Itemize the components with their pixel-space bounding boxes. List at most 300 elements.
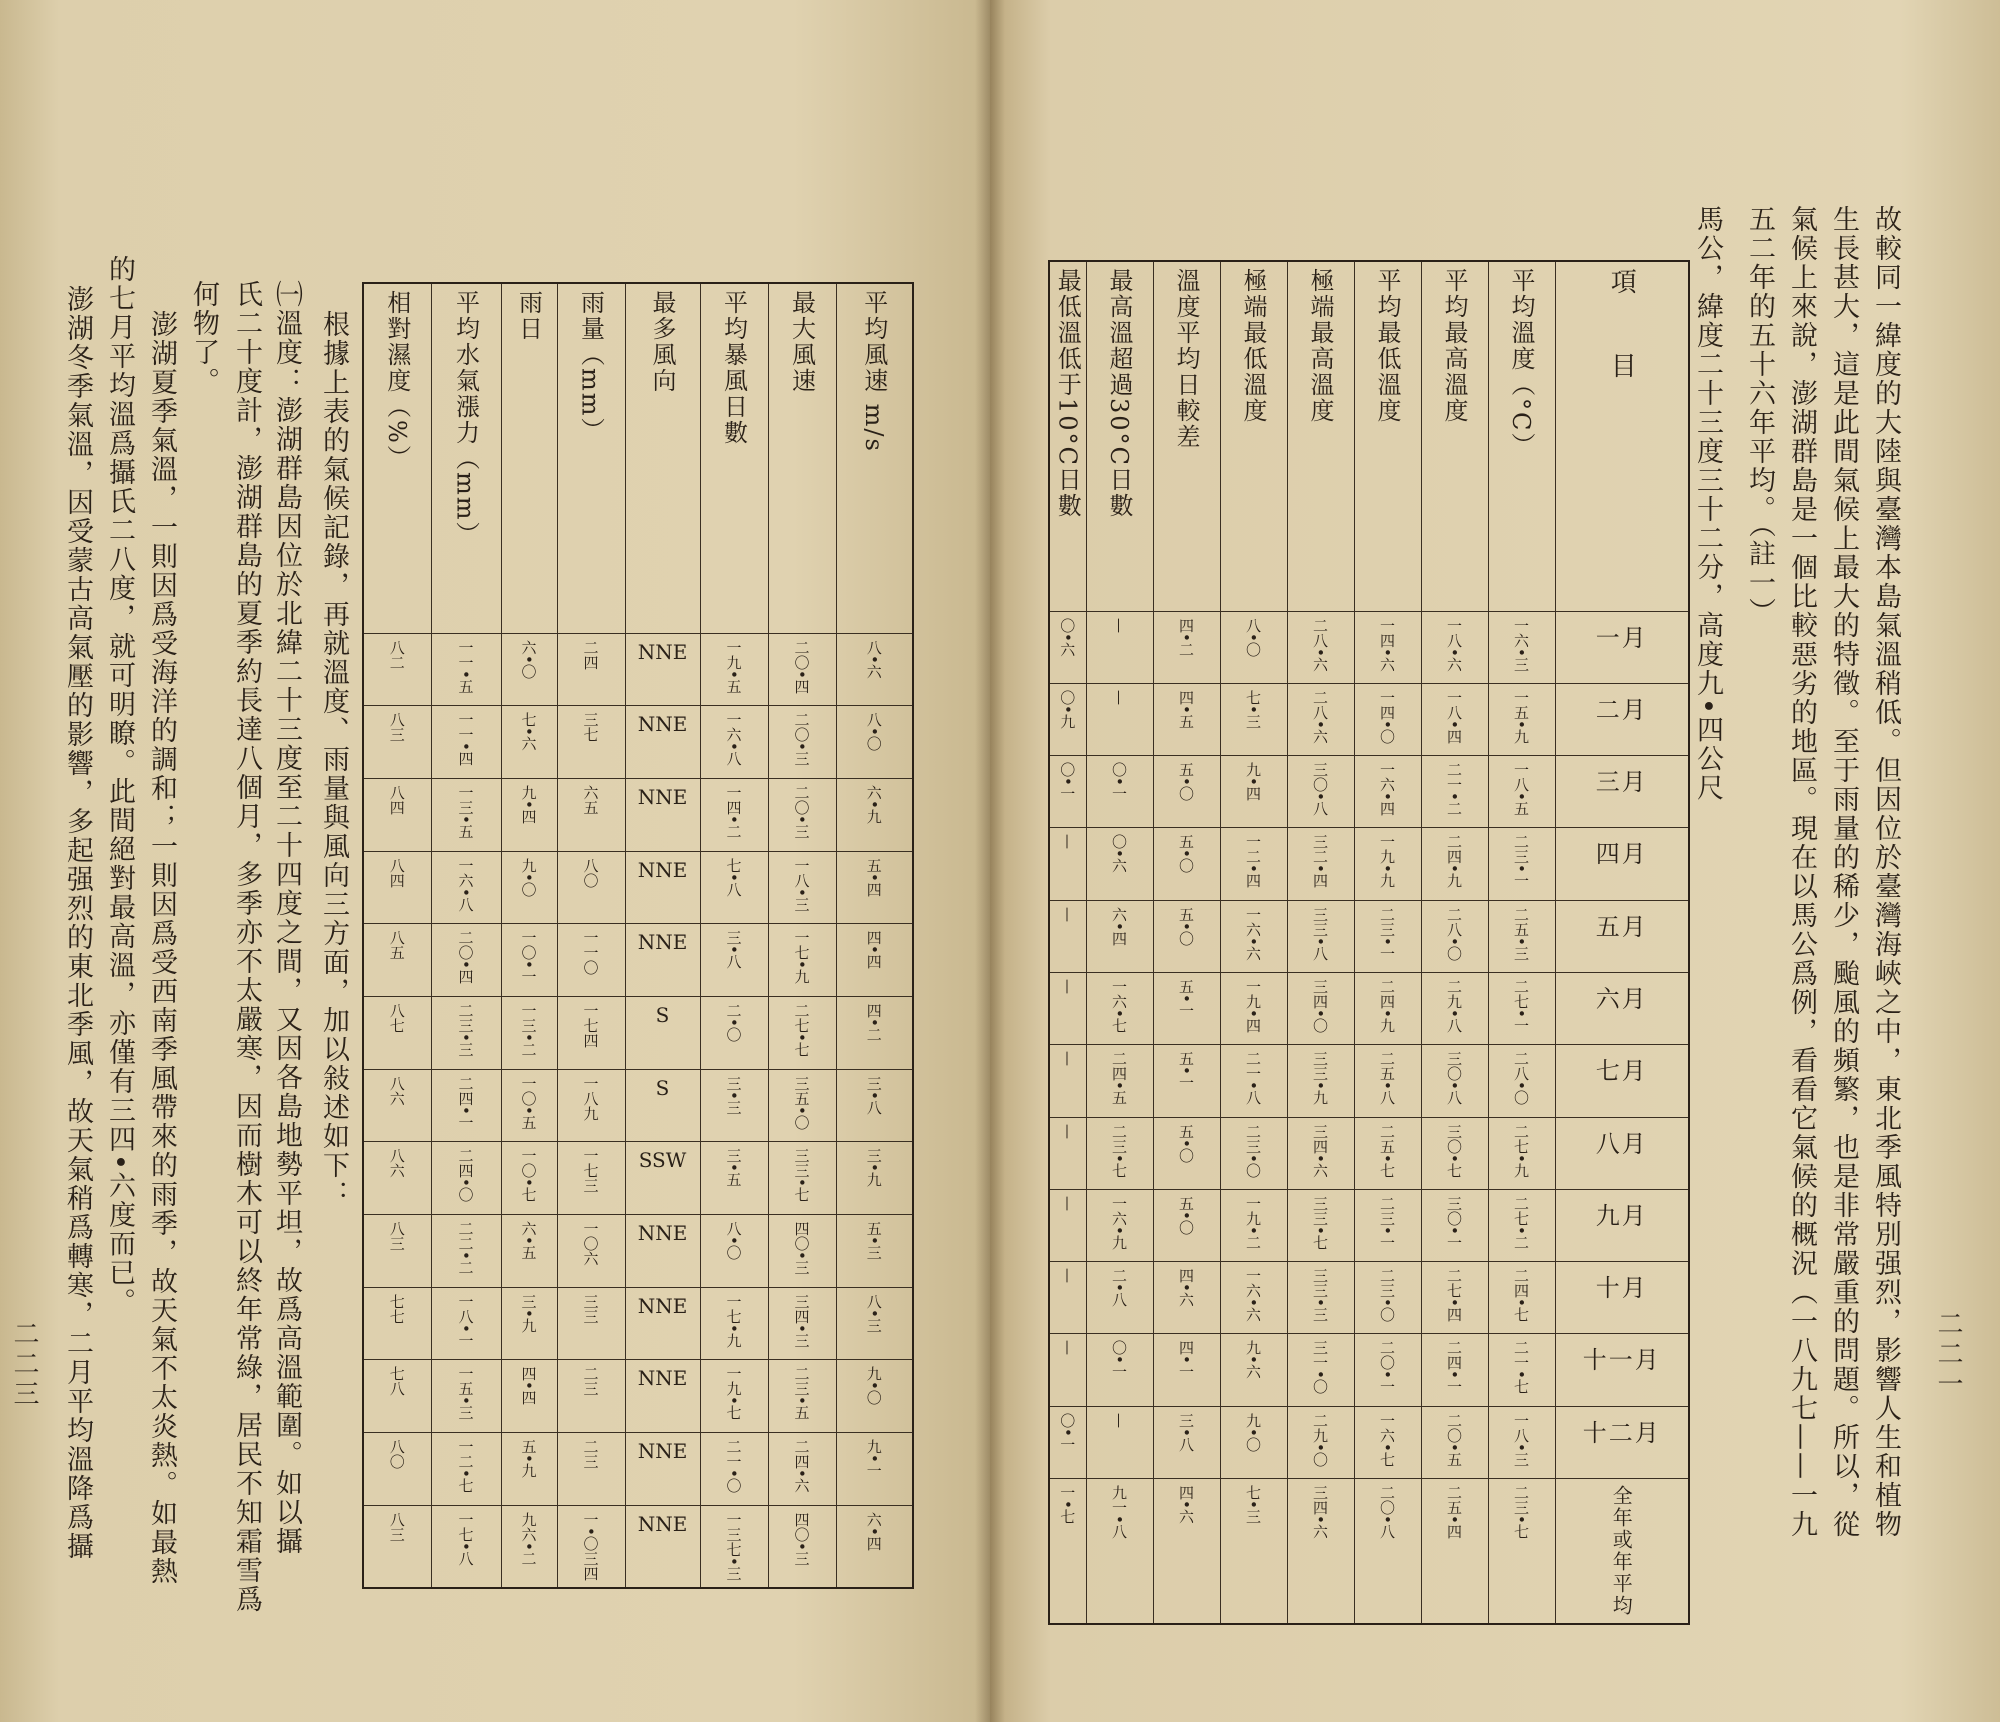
table-cell <box>1421 1117 1488 1189</box>
cell-value: 〇•一 <box>1058 1412 1077 1452</box>
cell-value: 二七•七 <box>792 1002 811 1057</box>
table-cell <box>557 924 625 997</box>
month-label-cell <box>1555 1479 1689 1625</box>
table-cell <box>501 1360 557 1433</box>
cell-value: 二〇•八 <box>1378 1485 1396 1539</box>
table-cell <box>1220 1334 1287 1406</box>
table-cell <box>1354 611 1421 683</box>
table-cell <box>1421 972 1488 1044</box>
cell-value: 九•〇 <box>864 1366 883 1406</box>
table-cell <box>1488 1479 1555 1625</box>
cell-value: 五•〇 <box>1177 762 1195 801</box>
table-cell <box>1086 828 1153 900</box>
table-cell <box>700 1287 768 1360</box>
table-cell <box>1049 756 1086 828</box>
row-label-cell <box>1421 261 1488 611</box>
table-cell <box>363 1433 431 1506</box>
cell-value: 九•〇 <box>519 857 538 897</box>
table-cell <box>768 778 836 851</box>
cell-value: 二•八 <box>1110 1268 1128 1308</box>
month-label: 一月 <box>1595 623 1648 652</box>
cell-value: 一八•一 <box>456 1293 475 1348</box>
cell-value: 二四•〇 <box>456 1148 475 1203</box>
table-cell <box>1421 756 1488 828</box>
cell-value: 二八•〇 <box>1445 906 1463 961</box>
cell-value: 二七•一 <box>1512 978 1530 1033</box>
wind-direction: NNE <box>637 712 688 737</box>
cell-value: 二八•六 <box>1311 617 1329 672</box>
month-label-cell <box>1555 756 1689 828</box>
table-cell <box>1354 756 1421 828</box>
cell-value: 〇•一 <box>1110 762 1128 801</box>
table-cell <box>501 1215 557 1288</box>
table-row-annual <box>363 1505 913 1587</box>
table-cell <box>1153 611 1220 683</box>
cell-value: 〇•一 <box>1058 762 1077 801</box>
right-page-number: 二二一 <box>1933 1310 1963 1400</box>
table-cell <box>557 996 625 1069</box>
table-cell <box>1086 972 1153 1044</box>
table-cell <box>431 706 501 779</box>
cell-value: 四〇•三 <box>792 1511 811 1566</box>
cell-value: 二•〇 <box>724 1002 743 1042</box>
table-cell <box>1220 611 1287 683</box>
cell-value: 一七•九 <box>792 930 811 985</box>
table-row-month <box>1049 1117 1689 1189</box>
cell-value: 二二•二 <box>456 1221 475 1275</box>
table-cell <box>501 1069 557 1142</box>
row-label-cell <box>768 283 836 633</box>
table-cell <box>557 851 625 924</box>
row-label-cell <box>557 283 625 633</box>
table-caption: 馬公，緯度二十三度三十二分，高度九•四公尺 <box>1692 205 1723 803</box>
table-cell <box>1421 1479 1488 1625</box>
wind-direction: NNE <box>637 1511 688 1536</box>
cell-value: 二五•八 <box>1378 1051 1396 1106</box>
table-cell <box>1153 683 1220 755</box>
cell-value: — <box>1058 906 1077 922</box>
cell-value: 二一•八 <box>1244 1051 1262 1106</box>
table-cell <box>1049 1262 1086 1334</box>
table-cell <box>1287 828 1354 900</box>
table-row-month <box>363 1360 913 1433</box>
table-cell <box>1488 1189 1555 1261</box>
left-intro-line-1: 根據上表的氣候記錄，再就溫度、雨量與風向三方面，加以敍述如下： <box>318 310 349 1209</box>
wind-direction: NNE <box>637 1293 688 1318</box>
table-cell <box>431 851 501 924</box>
table-cell <box>1220 972 1287 1044</box>
cell-value: 一一•四 <box>456 712 475 767</box>
row-label-cell <box>1220 261 1287 611</box>
table-cell <box>700 778 768 851</box>
table-cell <box>1049 1189 1086 1261</box>
cell-value: 一七四 <box>581 1002 600 1048</box>
table-cell <box>1488 1117 1555 1189</box>
table-cell <box>557 1505 625 1587</box>
table-cell <box>1049 1334 1086 1406</box>
month-label-cell <box>1555 1189 1689 1261</box>
table-cell <box>836 706 913 779</box>
table-cell <box>1220 1479 1287 1625</box>
cell-value: 五•四 <box>864 857 883 897</box>
cell-value: — <box>1110 617 1129 633</box>
row-label-cell <box>700 283 768 633</box>
cell-value: 一八九 <box>581 1075 600 1121</box>
table-cell <box>1421 611 1488 683</box>
table-cell <box>501 633 557 706</box>
cell-value: 二七•四 <box>1445 1268 1463 1323</box>
annual-label: 全年或年平均 <box>1609 1485 1634 1618</box>
cell-value: 一六•七 <box>1110 978 1128 1033</box>
cell-value: 二〇•一 <box>1378 1340 1396 1395</box>
climate-table-right <box>1048 260 1690 1625</box>
climate-table-left <box>362 282 914 1589</box>
table-cell <box>1220 1262 1287 1334</box>
table-cell <box>700 633 768 706</box>
left-intro-line-4: 何物了。 <box>188 280 219 396</box>
row-label: 平均暴風日數 <box>719 290 748 446</box>
table-cell <box>836 1360 913 1433</box>
cell-value: 三•八 <box>1177 1412 1195 1452</box>
wind-direction: NNE <box>637 930 688 955</box>
cell-value: 八•三 <box>864 1293 883 1333</box>
table-cell <box>501 924 557 997</box>
cell-value: 二四 <box>581 639 600 670</box>
cell-value: 一三•二 <box>519 1002 538 1057</box>
table-row-month <box>1049 1189 1689 1261</box>
cell-value: 七八 <box>387 1366 406 1397</box>
left-body-line-2: 的七月平均溫爲攝氏二八度，就可明瞭。此間絕對最高溫，亦僅有三四•六度而已。 <box>104 255 135 1317</box>
cell-value: 八•〇 <box>864 712 883 752</box>
month-label-cell <box>1555 900 1689 972</box>
table-row-month <box>1049 1406 1689 1478</box>
table-cell <box>1421 683 1488 755</box>
table-cell <box>1287 900 1354 972</box>
table-cell <box>1287 756 1354 828</box>
cell-value: 九•四 <box>519 784 538 824</box>
table-cell <box>768 851 836 924</box>
row-label: 雨日 <box>514 290 543 342</box>
table-cell <box>1049 683 1086 755</box>
table-cell <box>1421 828 1488 900</box>
cell-value: 二三•〇 <box>1244 1123 1262 1178</box>
table-cell <box>363 1505 431 1587</box>
table-cell <box>363 706 431 779</box>
table-cell <box>363 633 431 706</box>
cell-value: 二三•三 <box>456 1002 475 1057</box>
cell-value: 一四•二 <box>724 784 743 839</box>
table-cell <box>700 924 768 997</box>
cell-value: — <box>1058 1051 1077 1067</box>
table-cell <box>557 633 625 706</box>
table-cell <box>836 996 913 1069</box>
table-cell <box>1086 756 1153 828</box>
cell-value: 四〇•三 <box>792 1221 811 1275</box>
row-label-cell <box>1354 261 1421 611</box>
cell-value: 二一•七 <box>1512 1340 1530 1395</box>
table-cell <box>501 996 557 1069</box>
table-cell <box>1488 972 1555 1044</box>
table-cell <box>1488 900 1555 972</box>
right-paragraph-line-3: 氣候上來說，澎湖群島是一個比較惡劣的地區。現在以馬公爲例，看看它氣候的概況（一八九七——一九 <box>1786 205 1817 1539</box>
wind-direction: NNE <box>637 1221 688 1245</box>
table-cell <box>1287 1334 1354 1406</box>
cell-value: 五•〇 <box>1177 1123 1195 1163</box>
cell-value: 一六•九 <box>1110 1195 1128 1250</box>
table-cell <box>1220 756 1287 828</box>
cell-value: 一七•八 <box>456 1511 475 1566</box>
month-label-cell <box>1555 1334 1689 1406</box>
month-label-cell <box>1555 1117 1689 1189</box>
table-row-month <box>363 1433 913 1506</box>
row-label: 最高溫超過30°C日數 <box>1105 268 1133 519</box>
cell-value: — <box>1058 1268 1077 1284</box>
cell-value: 三四•六 <box>1311 1123 1329 1178</box>
cell-value: 四•二 <box>1177 617 1195 657</box>
table-cell <box>1354 1045 1421 1117</box>
table-cell <box>1086 1117 1153 1189</box>
table-cell <box>1354 828 1421 900</box>
cell-value: 四•四 <box>519 1366 538 1406</box>
cell-value: — <box>1058 1340 1077 1356</box>
cell-value: 三〇•一 <box>1445 1195 1463 1250</box>
cell-value: 五•〇 <box>1177 906 1195 946</box>
cell-value: 八〇 <box>387 1439 406 1470</box>
right-paragraph-line-1: 故較同一緯度的大陸與臺灣本島氣溫稍低。但因位於臺灣海峽之中，東北季風特別强烈，影響人生和植物 <box>1870 205 1901 1539</box>
cell-value: 三四•三 <box>792 1293 811 1348</box>
table-cell <box>836 1433 913 1506</box>
month-label: 十一月 <box>1582 1346 1661 1375</box>
cell-value: 八三 <box>387 1511 406 1542</box>
cell-value: 八六 <box>387 1148 406 1179</box>
cell-value: 二〇•三 <box>792 712 811 767</box>
table-cell <box>625 778 700 851</box>
table-cell <box>768 1505 836 1587</box>
table-cell <box>1287 1406 1354 1478</box>
table-cell <box>557 1360 625 1433</box>
cell-value: 一六•三 <box>1512 617 1530 672</box>
cell-value: 四•四 <box>864 930 883 970</box>
cell-value: 四•五 <box>1177 689 1195 729</box>
table-cell <box>431 1069 501 1142</box>
table-cell <box>700 851 768 924</box>
cell-value: 二九•〇 <box>1311 1412 1329 1467</box>
cell-value: 一九•五 <box>724 639 743 694</box>
cell-value: 二〇•三 <box>792 784 811 839</box>
cell-value: 二三•一 <box>1378 906 1396 961</box>
table-cell <box>363 1287 431 1360</box>
cell-value: 六•〇 <box>519 639 538 679</box>
cell-value: 三三•七 <box>1311 1195 1329 1250</box>
cell-value: 三〇•八 <box>1311 762 1329 816</box>
cell-value: 三三•七 <box>792 1148 811 1203</box>
cell-value: 二〇•四 <box>792 639 811 694</box>
table-cell <box>625 996 700 1069</box>
right-table-header-row <box>1049 261 1689 611</box>
table-cell <box>700 1433 768 1506</box>
cell-value: — <box>1110 689 1129 705</box>
right-paragraph-line-4: 五二年的五十六年平均。（註一） <box>1744 205 1775 627</box>
cell-value: 一五•九 <box>1512 689 1530 744</box>
table-cell <box>625 1360 700 1433</box>
cell-value: 〇•一 <box>1110 1340 1128 1380</box>
month-label: 十月 <box>1595 1274 1648 1303</box>
table-cell <box>1220 1117 1287 1189</box>
table-cell <box>1421 900 1488 972</box>
table-cell <box>363 778 431 851</box>
table-cell <box>625 1505 700 1587</box>
row-label: 平均溫度（°C） <box>1507 268 1535 459</box>
cell-value: — <box>1058 1195 1077 1211</box>
cell-value: 二〇•四 <box>456 930 475 985</box>
table-cell <box>836 1287 913 1360</box>
cell-value: 八六 <box>387 1075 406 1106</box>
month-label: 五月 <box>1595 912 1648 941</box>
table-cell <box>1354 1117 1421 1189</box>
table-cell <box>1086 1334 1153 1406</box>
row-label: 平均風速 m/s <box>859 290 888 453</box>
table-cell <box>836 1142 913 1215</box>
table-cell <box>700 1069 768 1142</box>
cell-value: 八三 <box>387 1221 406 1251</box>
cell-value: 二四•六 <box>792 1439 811 1493</box>
cell-value: 六•四 <box>1110 906 1128 946</box>
cell-value: 三七 <box>581 712 600 743</box>
month-label: 二月 <box>1595 695 1648 724</box>
cell-value: 八五 <box>387 930 406 961</box>
cell-value: 五•〇 <box>1177 1195 1195 1235</box>
table-cell <box>1488 1406 1555 1478</box>
wind-direction: S <box>655 1075 670 1100</box>
table-cell <box>1488 1334 1555 1406</box>
table-cell <box>1049 828 1086 900</box>
table-cell <box>363 1069 431 1142</box>
table-cell <box>431 1433 501 1506</box>
row-label-cell <box>431 283 501 633</box>
cell-value: 一八•四 <box>1445 689 1463 744</box>
table-cell <box>1488 828 1555 900</box>
table-cell <box>836 1215 913 1288</box>
cell-value: 四•六 <box>1177 1485 1195 1524</box>
cell-value: 二三 <box>581 1439 600 1470</box>
month-label: 四月 <box>1595 840 1648 869</box>
month-label-cell <box>1555 1045 1689 1117</box>
cell-value: 五•一 <box>1177 978 1195 1018</box>
table-cell <box>1488 756 1555 828</box>
cell-value: 六•九 <box>864 784 883 824</box>
cell-value: 一六•六 <box>1244 1268 1262 1323</box>
cell-value: 二三•一 <box>1378 1195 1396 1250</box>
table-cell <box>1421 1262 1488 1334</box>
cell-value: 一〇六 <box>581 1221 600 1266</box>
cell-value: 一一〇 <box>581 930 600 976</box>
table-row-month <box>1049 611 1689 683</box>
month-label-cell <box>1555 683 1689 755</box>
row-label: 最多風向 <box>648 290 676 394</box>
cell-value: 一〇•一 <box>519 930 538 985</box>
cell-value: 二四•五 <box>1110 1051 1128 1106</box>
cell-value: 二四•九 <box>1445 834 1463 889</box>
row-label-cell <box>836 283 913 633</box>
month-label-cell <box>1555 1406 1689 1478</box>
table-cell <box>1153 1262 1220 1334</box>
table-cell <box>1086 1406 1153 1478</box>
cell-value: 三三•八 <box>1311 906 1329 961</box>
table-cell <box>557 1287 625 1360</box>
row-label-cell <box>501 283 557 633</box>
cell-value: 三•五 <box>724 1148 743 1188</box>
table-cell <box>768 1069 836 1142</box>
cell-value: 九六•二 <box>519 1511 538 1566</box>
table-cell <box>557 1069 625 1142</box>
table-cell <box>501 1505 557 1587</box>
table-cell <box>1049 1406 1086 1478</box>
table-cell <box>1086 1045 1153 1117</box>
cell-value: 二三 <box>581 1366 600 1397</box>
cell-value: 〇•九 <box>1058 689 1077 729</box>
table-cell <box>1354 1262 1421 1334</box>
cell-value: 六五 <box>581 784 600 815</box>
row-label-cell <box>363 283 431 633</box>
cell-value: 八•〇 <box>1244 617 1262 657</box>
table-cell <box>501 851 557 924</box>
cell-value: 一六•八 <box>724 712 743 767</box>
cell-value: 三•三 <box>724 1075 743 1115</box>
cell-value: 三一•〇 <box>1311 1340 1329 1395</box>
month-label: 八月 <box>1595 1129 1648 1158</box>
left-page-number: 二二三 <box>9 1320 39 1410</box>
table-cell <box>431 1142 501 1215</box>
table-cell <box>700 1142 768 1215</box>
row-label: 最低溫低于10°C日數 <box>1053 268 1082 519</box>
table-cell <box>1287 611 1354 683</box>
cell-value: — <box>1110 1412 1129 1428</box>
wind-direction: S <box>655 1002 670 1027</box>
cell-value: 九•一 <box>864 1439 883 1478</box>
table-cell <box>836 633 913 706</box>
left-intro-line-3: 氏二十度計，澎湖群島的夏季約長達八個月，多季亦不太嚴寒，因而樹木可以終年常綠，居民不知霜雪爲 <box>231 280 262 1614</box>
table-cell <box>1287 1045 1354 1117</box>
table-cell <box>1287 1479 1354 1625</box>
cell-value: 五•三 <box>864 1221 883 1260</box>
table-cell <box>836 1505 913 1587</box>
cell-value: 八〇 <box>581 857 600 888</box>
cell-value: 四•六 <box>1177 1268 1195 1308</box>
cell-value: 一六•八 <box>456 857 475 912</box>
table-cell <box>768 1215 836 1288</box>
table-row-month <box>1049 900 1689 972</box>
cell-value: 三四•〇 <box>1311 978 1329 1033</box>
table-cell <box>700 1505 768 1587</box>
table-cell <box>836 778 913 851</box>
table-cell <box>1153 1189 1220 1261</box>
table-cell <box>431 778 501 851</box>
cell-value: 一•七 <box>1058 1485 1077 1524</box>
cell-value: 一六•六 <box>1244 906 1262 961</box>
table-cell <box>1287 1189 1354 1261</box>
table-cell <box>625 706 700 779</box>
table-cell <box>1086 1479 1153 1625</box>
cell-value: 一四•〇 <box>1378 689 1396 744</box>
cell-value: 一一•五 <box>456 639 475 694</box>
table-cell <box>501 778 557 851</box>
month-label-cell <box>1555 972 1689 1044</box>
cell-value: 一九•四 <box>1244 978 1262 1033</box>
table-cell <box>1086 1189 1153 1261</box>
table-cell <box>501 706 557 779</box>
cell-value: 一七三 <box>581 1148 600 1194</box>
table-cell <box>768 1360 836 1433</box>
